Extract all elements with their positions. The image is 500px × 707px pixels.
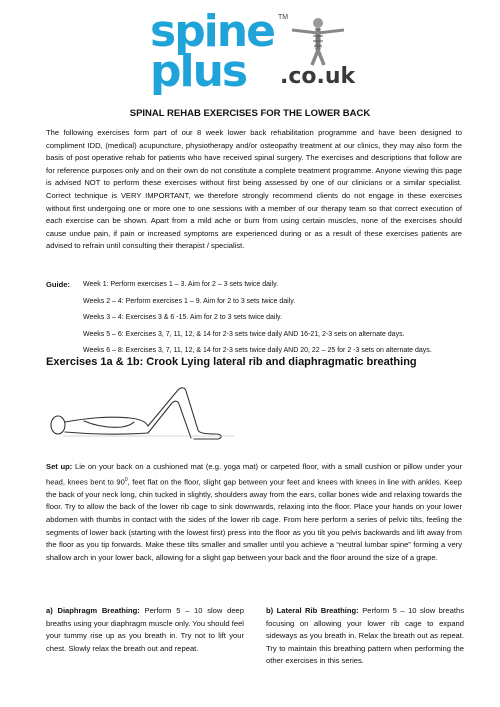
lateral-rib-breathing-column [266, 605, 464, 668]
page-title: SPINAL REHAB EXERCISES FOR THE LOWER BACK [129, 108, 371, 119]
logo-spine-text: spine [150, 6, 274, 57]
guide-weeks-6-8: Weeks 6 – 8: Exercises 3, 7, 11, 12, & 14 for 2-3 sets twice daily AND 20, 22 – 25 for 2 -3 sets on alternate days. [83, 347, 432, 354]
logo-trademark: TM [278, 14, 289, 21]
guide-weeks-2-4: Weeks 2 – 4: Perform exercises 1 – 9. Aim for 2 to 3 sets twice daily. [83, 298, 296, 305]
intro-paragraph: The following exercises form part of our 8 week lower back rehabilitation programme and have been designed to compliment IDD, (medical) acupuncture, physiotherapy and/or osteopathy treatment at our clinics, they may also form the basis of post operative rehab for patients who have received spinal surgery. The exercises and descriptions that follow are for reference purposes only and on their own do not constitute a complete treatment programme. Anyone viewing this page is advised NOT to perform these exercises without first being assessed by one of our clinicians or a similar specialist. Correct technique is VERY IMPORTANT, we therefore strongly recommend clients do not engage in these exercises without first undergoing one or more one to one sessions with a member of our therapy team so that correct execution of each exercise can be shown. Apart from a mild ache or burn from using certain muscles, none of the exercises should cause undue pain, if pain or increased symptoms are experienced during or as a result of these exercises patients are advised to refrain until consulting their therapist / specialist. [46, 128, 462, 251]
logo-plus-text: plus [150, 46, 247, 97]
spineplus-logo [150, 6, 360, 97]
guide-weeks-5-6: Weeks 5 – 6: Exercises 3, 7, 11, 12, & 14 for 2-3 sets twice daily AND 16-21, 2-3 sets on alternate days. [83, 331, 405, 338]
guide-weeks-3-4: Weeks 3 – 4: Exercises 3 & 6 -15. Aim for 2 to 3 sets twice daily. [83, 314, 282, 321]
diaphragm-breathing-label: a) Diaphragm Breathing: [46, 606, 140, 615]
setup-paragraph [46, 461, 462, 564]
setup-text-part1: Lie on your back on a cushioned mat (e.g. yoga mat) or carpeted floor, with a small cushion or pillow under your head, knees bent to 90 [46, 462, 462, 487]
diaphragm-breathing-text: Perform 5 – 10 slow deep breaths using your diaphragm muscle only. You should feel your tummy rise up as you breath in. Try not to lift your chest. Slowly relax the breath out and repeat. [46, 606, 244, 653]
lateral-rib-breathing-label: b) Lateral Rib Breathing: [266, 606, 359, 615]
guide-label: Guide: [46, 280, 71, 289]
lateral-rib-breathing-text: Perform 5 – 10 slow breaths focusing on allowing your lower rib cage to expand sideways as you breath in. Relax the breath out as repeat. Try to maintain this breathing pattern when performing the other exercises in this series. [266, 606, 465, 666]
logo-domain-text: .co.uk [280, 64, 356, 89]
setup-text-part2: , feet flat on the floor, slight gap between your feet and knees with knees in line with ankles. Keep the back of your neck long, chin tucked in slightly, shoulders away from the ears, collar bones wide and relaxing towards the floor. Try to allow the back of the lower rib cage to sink downwards, relaxing into the floor. Place your hands on your lower abdomen with thumbs in contact with the sides of the lower rib cage. From here perform a series of pelvic tilts, feeling the segments of lower back (starting with the lowest first) press into the floor as you tilt you pelvis backwards and lift away from the floor as you tip forwards. Make these tilts smaller and smaller until you achieve a “neutral lumbar spine” forming a very shallow arch in your lower back, allowing for a slight gap between your back and the floor around the size of a grape. [46, 477, 462, 562]
exercise-heading: Exercises 1a & 1b: Crook Lying lateral rib and diaphragmatic breathing [46, 356, 417, 368]
diaphragm-breathing-column [46, 605, 244, 655]
anatomical-figure-icon [288, 16, 348, 66]
setup-degree-mark: 0 [124, 476, 128, 483]
setup-label: Set up: [46, 462, 73, 471]
guide-week-1: Week 1: Perform exercises 1 – 3. Aim for 2 – 3 sets twice daily. [83, 281, 279, 288]
crook-lying-figure-illustration [48, 378, 238, 444]
